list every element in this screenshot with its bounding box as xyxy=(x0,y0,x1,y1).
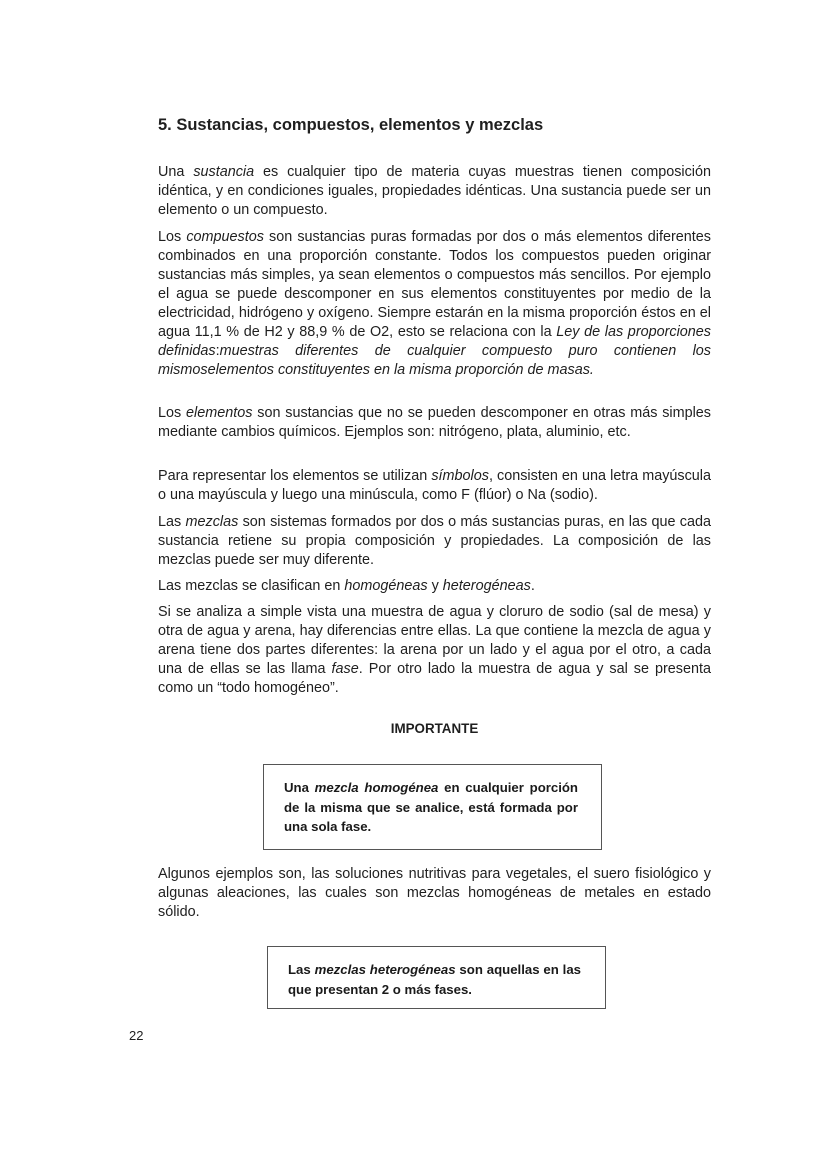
important-label: IMPORTANTE xyxy=(390,721,479,736)
text-run: son sustancias que no se pueden descomponer en otras más simples mediante cambios químicos. Ejemplos son: nitrógeno, plata, aluminio, etc. xyxy=(158,405,711,440)
definition-box-heterogenea xyxy=(267,946,606,1009)
text-run: Para representar los elementos se utilizan xyxy=(158,468,432,484)
term-fase: fase xyxy=(331,661,359,677)
text-run: Los xyxy=(158,405,187,421)
text-run: . Por otro lado la muestra de agua y sal se presenta como un “todo homogéneo”. xyxy=(158,661,711,696)
term-sustancia: sustancia xyxy=(193,164,255,180)
text-run: en cualquier porción de la misma que se analice, está formada por una sola fase. xyxy=(284,780,578,834)
text-run: y xyxy=(427,578,443,594)
text-run: son aquellas en las que presentan 2 o más fases. xyxy=(288,962,581,997)
text-run: Una xyxy=(158,164,194,180)
text-run: son sistemas formados por dos o más sustancias puras, en las que cada sustancia retiene su propia composición y propiedades. La composición de las mezclas puede ser muy diferente. xyxy=(158,514,711,568)
term-homogeneas: homogéneas xyxy=(344,578,428,594)
definition-text xyxy=(284,778,578,837)
term-mezclas-heterogeneas: mezclas heterogéneas xyxy=(314,962,456,977)
section-heading: 5. Sustancias, compuestos, elementos y mezclas xyxy=(158,116,544,134)
text-run: : xyxy=(215,343,220,359)
definition-text xyxy=(288,960,581,999)
term-elementos: elementos xyxy=(186,405,253,421)
paragraph-sustancia xyxy=(158,163,711,220)
term-mezclas: mezclas xyxy=(185,514,239,530)
paragraph-compuestos xyxy=(158,228,711,380)
text-run: Los xyxy=(158,229,187,245)
term-heterogeneas: heterogéneas xyxy=(442,578,531,594)
paragraph-ejemplos: Algunos ejemplos son, las soluciones nutritivas para vegetales, el suero fisiológico y algunas aleaciones, las cuales son mezclas homogéneas de metales en estado sólido. xyxy=(158,866,711,920)
paragraph-simbolos xyxy=(158,467,711,505)
term-mezcla-homogenea: mezcla homogénea xyxy=(314,780,439,795)
text-run: Si se analiza a simple vista una muestra de agua y cloruro de sodio (sal de mesa) y otra de agua y arena, hay diferencias entre ellas. La que contiene la mezcla de agua y arena tiene dos partes diferentes: la arena por un lado y el agua por el otro, a cada una de ellas se las llama xyxy=(158,604,711,677)
text-run: Las xyxy=(158,514,186,530)
law-name: Ley de las proporciones definidas xyxy=(158,324,712,359)
text-run: Las mezclas se clasifican en xyxy=(158,578,345,594)
definition-box-homogenea xyxy=(263,764,602,850)
term-simbolos: símbolos xyxy=(431,468,489,484)
term-compuestos: compuestos xyxy=(186,229,264,245)
text-run: Una xyxy=(284,780,315,795)
text-run: son sustancias puras formadas por dos o más elementos diferentes combinados en una proporción constante. Todos los compuestos pueden originar sustancias más simples, ya sean elementos o compuestos más sencillos. Por ejemplo el agua se puede descomponer en sus elementos constituyentes por medio de la electricidad, hidrógeno y oxígeno. Siempre estarán en la misma proporción éstos en el agua 11,1 % de H2 y 88,9 % de O2, esto se relaciona con la xyxy=(158,229,712,340)
paragraph-mezclas xyxy=(158,513,711,570)
text-run: Las xyxy=(288,962,315,977)
text-run: es cualquier tipo de materia cuyas muestras tienen composición idéntica, y en condiciones iguales, propiedades idénticas. Una sustancia puede ser un elemento o un compuesto. xyxy=(158,164,711,218)
text-run: . xyxy=(530,578,535,594)
text-run: , consisten en una letra mayúscula o una mayúscula y luego una minúscula, como F (flúor) o Na (sodio). xyxy=(158,468,711,503)
page-number: 22 xyxy=(129,1028,144,1043)
paragraph-clasificacion xyxy=(158,577,711,596)
law-statement: muestras diferentes de cualquier compuesto puro contienen los mismoselementos constituyentes en la misma proporción de masas. xyxy=(158,343,711,378)
paragraph-fases xyxy=(158,603,711,698)
paragraph-elementos xyxy=(158,404,711,442)
